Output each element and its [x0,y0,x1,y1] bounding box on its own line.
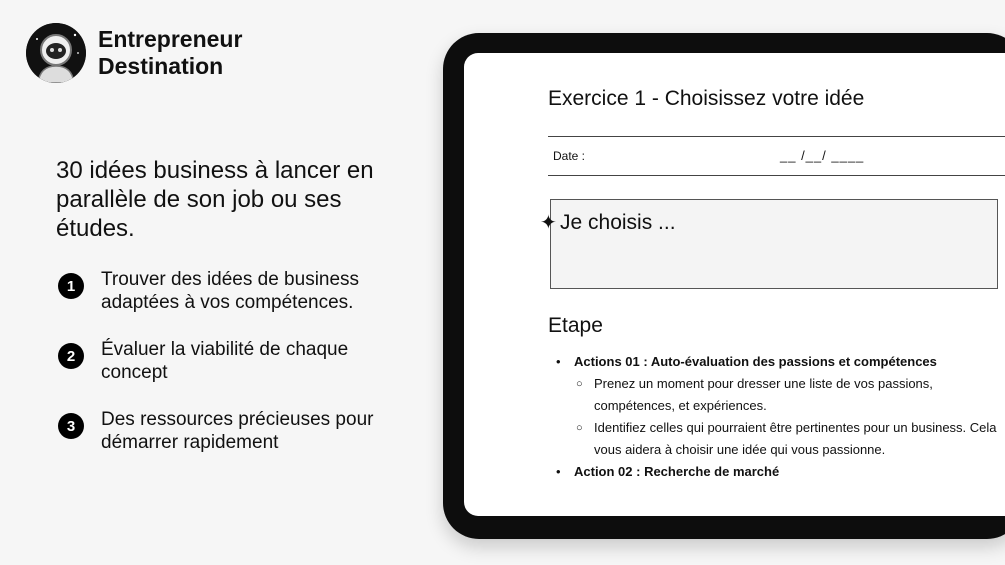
number-badge: 2 [58,343,84,369]
astronaut-icon [26,23,86,83]
feature-text: Des ressources précieuses pour démarrer rapidement [101,409,374,453]
divider [548,136,1005,137]
tablet-screen [464,53,1005,516]
headline: 30 idées business à lancer en parallèle de son job ou ses études. [56,157,374,242]
subitem-text: Identifiez celles qui pourraient être pertinentes pour un business. Cela vous aidera à choisir une idée qui vous passionne. [594,420,997,457]
feature-list [58,268,418,478]
subitem-text: Prenez un moment pour dresser une liste de vos passions, compétences, et expériences. [594,376,933,413]
feature-item [58,338,418,384]
step-subitem [556,417,1005,461]
step-item [556,351,1005,373]
bullet-icon: • [556,354,561,369]
tablet-frame [443,33,1005,539]
etape-heading: Etape [548,314,603,337]
step-subitem [556,373,1005,417]
number-badge: 3 [58,413,84,439]
circle-bullet-icon: ○ [576,422,583,434]
worksheet-title: Exercice 1 - Choisissez votre idée [548,87,865,110]
step-title: Action 02 : Recherche de marché [574,464,780,479]
date-field[interactable]: __ /__/ ____ [780,148,865,163]
divider [548,175,1005,176]
brand-name: Entrepreneur Destination [98,26,243,79]
brand-header [26,23,278,83]
feature-item [58,268,418,314]
step-item [556,461,1005,483]
step-title: Actions 01 : Auto-évaluation des passions et compétences [574,354,937,369]
number-badge: 1 [58,273,84,299]
circle-bullet-icon: ○ [576,378,583,390]
feature-text: Évaluer la viabilité de chaque concept [101,339,349,383]
step-list [556,351,1005,483]
feature-item [58,408,418,454]
bullet-icon: • [556,464,561,479]
feature-text: Trouver des idées de business adaptées à vos compétences. [101,269,360,313]
sparkle-icon: ✦ [540,212,557,234]
date-label: Date : [553,149,586,163]
choice-prompt: Je choisis ... [560,211,676,234]
